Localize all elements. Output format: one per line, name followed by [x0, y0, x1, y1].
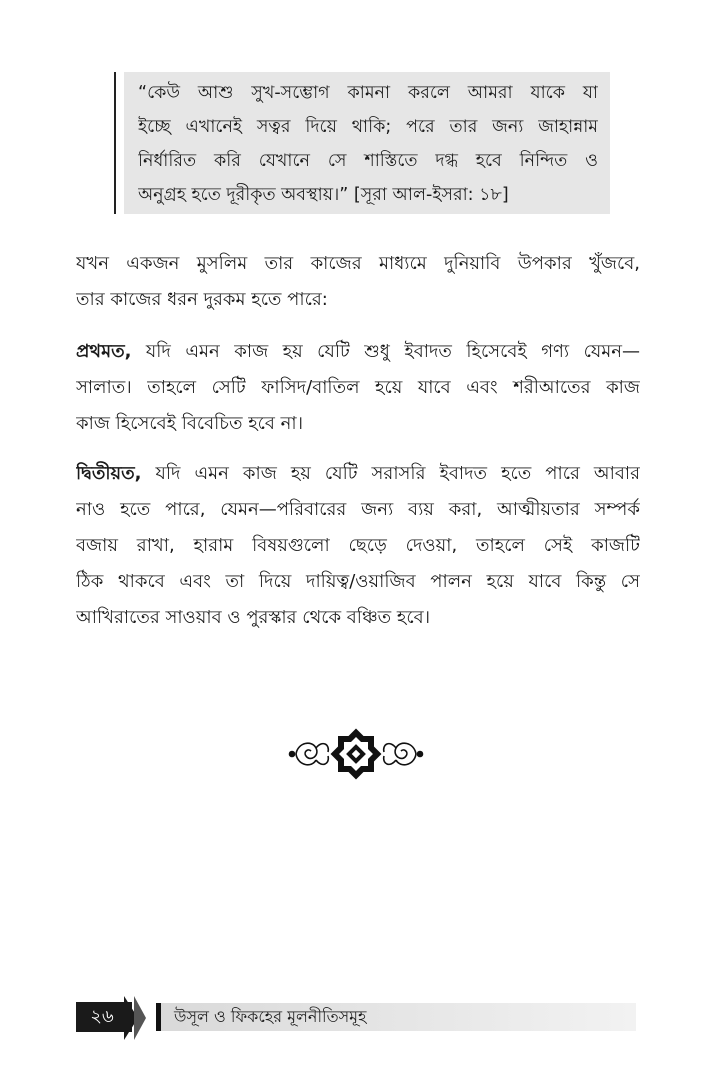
- first-paragraph: [76, 334, 640, 442]
- first-lead: প্রথমত,: [76, 341, 132, 362]
- paragraph-line: ঠিক থাকবে এবং তা দিয়ে দায়িত্ব/ওয়াজিব পালন হয়ে যাবে কিন্তু সে: [76, 571, 640, 592]
- second-lead: দ্বিতীয়ত,: [76, 463, 142, 484]
- paragraph-line: যখন একজন মুসলিম তার কাজের মাধ্যমে দুনিয়াবি উপকার খুঁজবে,: [76, 253, 640, 274]
- quote-line: ইচ্ছে এখানেই সত্বর দিয়ে থাকি; পরে তার জন্য জাহান্নাম: [138, 117, 598, 137]
- paragraph-text: যদি এমন কাজ হয় যেটি সরাসরি ইবাদত হতে পারে আবার: [141, 463, 640, 484]
- paragraph-line: তার কাজের ধরন দুরকম হতে পারে:: [76, 289, 328, 310]
- intro-paragraph: [76, 246, 640, 318]
- paragraph-line: নাও হতে পারে, যেমন—পরিবারের জন্য ব্যয় করা, আত্মীয়তার সম্পর্ক: [76, 499, 640, 520]
- quote-line: নির্ধারিত করি যেখানে সে শাস্তিতে দগ্ধ হবে নিন্দিত ও: [138, 151, 598, 171]
- book-title: উসূল ও ফিকহের মূলনীতিসমূহ: [174, 1007, 367, 1026]
- quote-line: “কেউ আশু সুখ-সম্ভোগ কামনা করলে আমরা যাকে যা: [138, 83, 598, 103]
- page-number: ২৬: [76, 1002, 132, 1032]
- second-paragraph: [76, 456, 640, 636]
- paragraph-line: [76, 334, 640, 370]
- paragraph-line: সালাত। তাহলে সেটি ফাসিদ/বাতিল হয়ে যাবে এবং শরীআতের কাজ: [76, 377, 640, 398]
- paragraph-line: [76, 456, 640, 492]
- paragraph-line: বজায় রাখা, হারাম বিষয়গুলো ছেড়ে দেওয়া, তাহলে সেই কাজটি: [76, 535, 640, 556]
- footer-rule: [156, 1003, 161, 1031]
- quote-background: [124, 72, 610, 214]
- paragraph-line: কাজ হিসেবেই বিবেচিত হবে না।: [76, 413, 304, 434]
- chevron-right-icon: [134, 996, 146, 1040]
- quote-block: [114, 72, 610, 214]
- paragraph-text: যদি এমন কাজ হয় যেটি শুধু ইবাদত হিসেবেই গণ্য যেমন—: [131, 341, 640, 362]
- paragraph-line: আখিরাতের সাওয়াব ও পুরস্কার থেকে বঞ্চিত হবে।: [76, 607, 431, 628]
- running-footer: [156, 1003, 636, 1031]
- quote-line: অনুগ্রহ হতে দূরীকৃত অবস্থায়।” [সূরা আল-ইসরা: ১৮]: [138, 185, 509, 205]
- ornament-divider-icon: [284, 722, 428, 786]
- quote-rule: [114, 72, 116, 214]
- page-number-badge: [76, 996, 150, 1040]
